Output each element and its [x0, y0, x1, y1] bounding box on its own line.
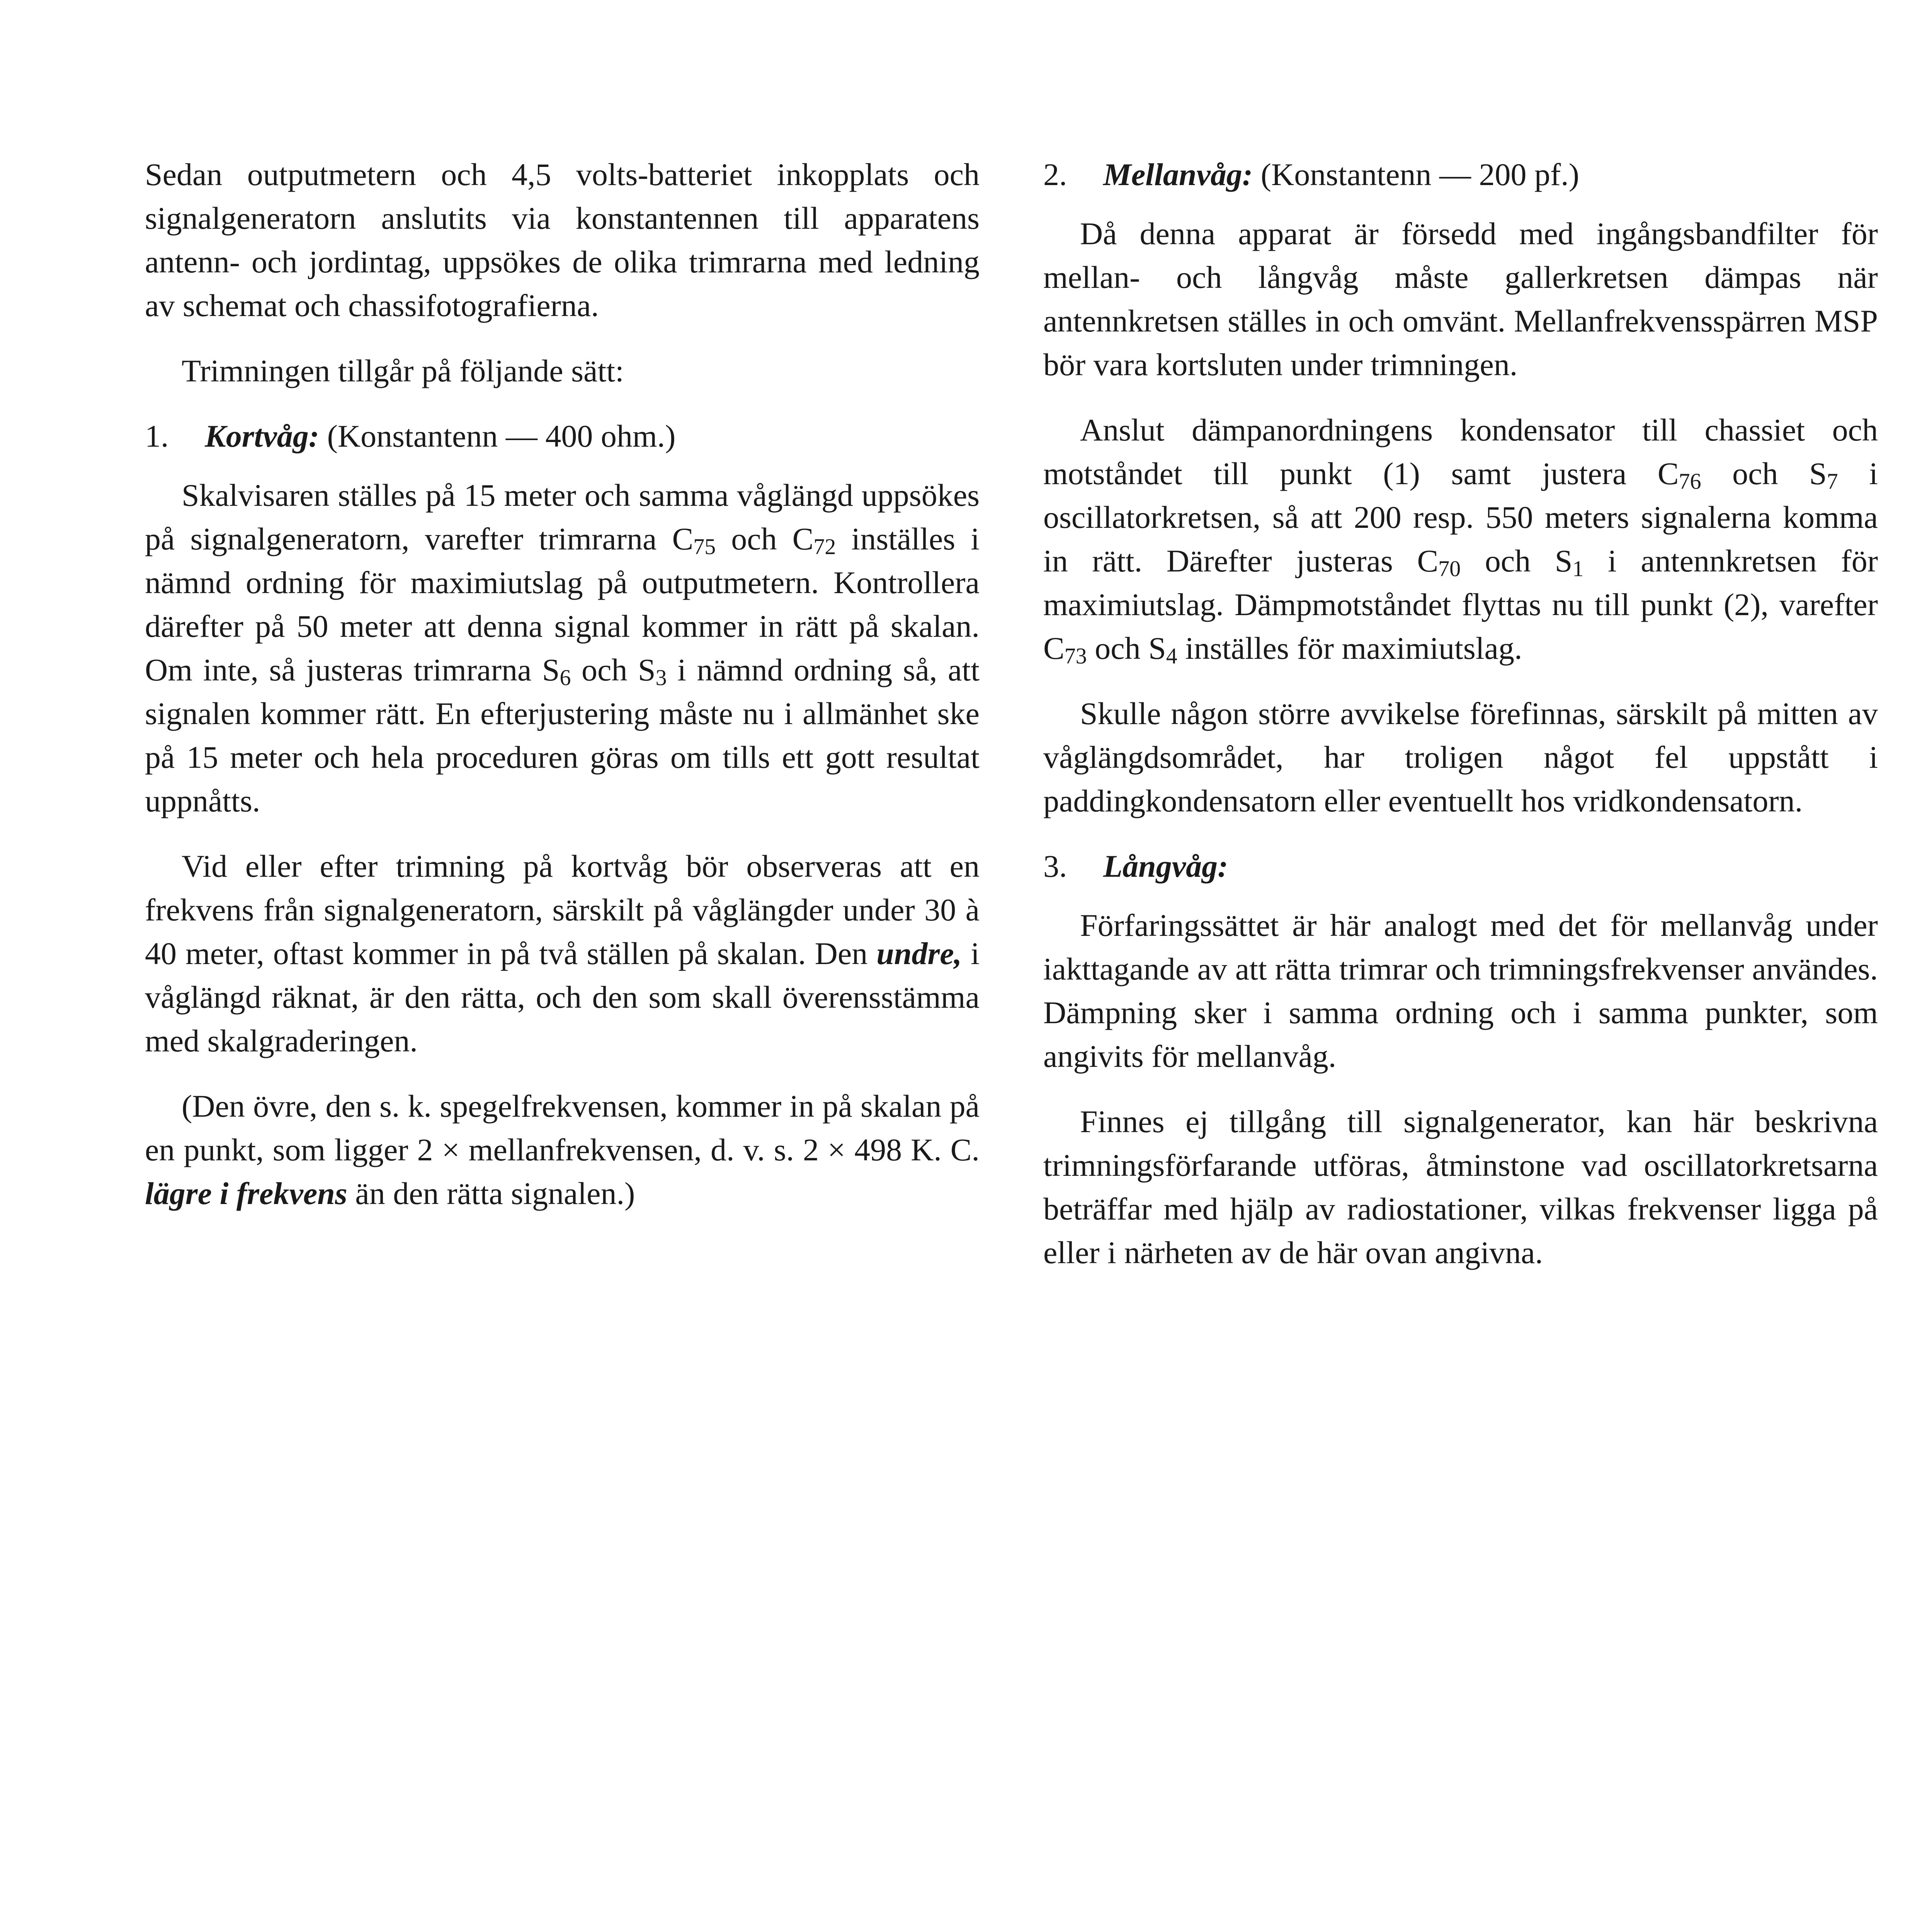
paragraph: Skalvisaren ställes på 15 meter och samma våglängd uppsökes på signalgeneratorn, varefter trimrarna $C_{75}$ och $C_{72}$ inställes i nämnd ordning för maximiutslag på outputmetern. Kontrollera därefter på 50 meter att denna signal kommer in rätt på skalan. Om inte, så justeras trimrarna $S_6$ och $S_3$ i nämnd ordning så, att signalen kommer rätt. En efterjustering måste nu i allmänhet ske på 15 meter och hela proceduren göras om tills ett gott resultat uppnåtts. [145, 478, 980, 818]
paragraph: Förfaringssättet är här analogt med det för mellanvåg under iakttagande av att rätta trimrar och trimningsfrekvenser användes. Dämpning sker i samma ordning och i samma punkter, som angivits för mellanvåg. [1043, 908, 1878, 1074]
paragraph: Skulle någon större avvikelse förefinnas, särskilt på mitten av våglängdsområdet, har troligen något fel uppstått i paddingkondensatorn eller eventuellt hos vridkondensatorn. [1043, 696, 1878, 818]
section-subtitle: (Konstantenn — 200 pf.) [1260, 157, 1580, 192]
section-title: Kortvåg: [205, 418, 320, 454]
section-number: 2. [1043, 157, 1067, 192]
paragraph: (Den övre, den s. k. spegelfrekvensen, kommer in på skalan på en punkt, som ligger 2 × mellanfrekvensen, d. v. s. 2 × 498 K. C. lägre i frekvens än den rätta signalen.) [145, 1088, 980, 1211]
section-number: 1. [145, 418, 169, 454]
paragraph: Trimningen tillgår på följande sätt: [182, 353, 624, 388]
section-number: 3. [1043, 849, 1067, 884]
section-subtitle: (Konstantenn — 400 ohm.) [327, 418, 676, 454]
section-title: Mellanvåg: [1103, 157, 1253, 192]
paragraph: Anslut dämpanordningens kondensator till chassiet och motståndet till punkt (1) samt justera $C_{76}$ och $S_7$ i oscillatorkretsen, så att 200 resp. 550 meters signalerna komma in rätt. Därefter justeras $C_{70}$ och $S_1$ i antennkretsen för maximiutslag. Dämpmotståndet flyttas nu till punkt (2), varefter $C_{73}$ och $S_4$ inställes för maximiutslag. [1043, 412, 1878, 668]
paragraph: Då denna apparat är försedd med ingångsbandfilter för mellan- och långvåg måste gallerkretsen dämpas när antennkretsen ställes in och omvänt. Mellanfrekvensspärren MSP bör vara kortsluten under trimningen. [1043, 216, 1878, 382]
paragraph: Sedan outputmetern och 4,5 volts-batteriet inkopplats och signalgeneratorn anslutits via konstantennen till apparatens antenn- och jordintag, uppsökes de olika trimrarna med ledning av schemat och chassifotografierna. [145, 157, 980, 323]
section-title: Långvåg: [1103, 849, 1228, 884]
section-heading-langvag [1043, 844, 1878, 888]
section-heading-kortvag [145, 414, 980, 458]
paragraph: Finnes ej tillgång till signalgenerator, kan här beskrivna trimningsförfarande utföras, åtminstone vad oscillatorkretsarna beträffar med hjälp av radiostationer, vilkas frekvenser ligga på eller i närheten av de här ovan angivna. [1043, 1104, 1878, 1270]
section-heading-mellanvag [1043, 153, 1878, 196]
paragraph: Vid eller efter trimning på kortvåg bör observeras att en frekvens från signalgeneratorn, särskilt på våglängder under 30 à 40 meter, oftast kommer in på två ställen på skalan. Den undre, i våglängd räknat, är den rätta, och den som skall överensstämma med skalgraderingen. [145, 849, 980, 1058]
right-column [1043, 153, 1878, 1296]
left-column [145, 153, 980, 1237]
